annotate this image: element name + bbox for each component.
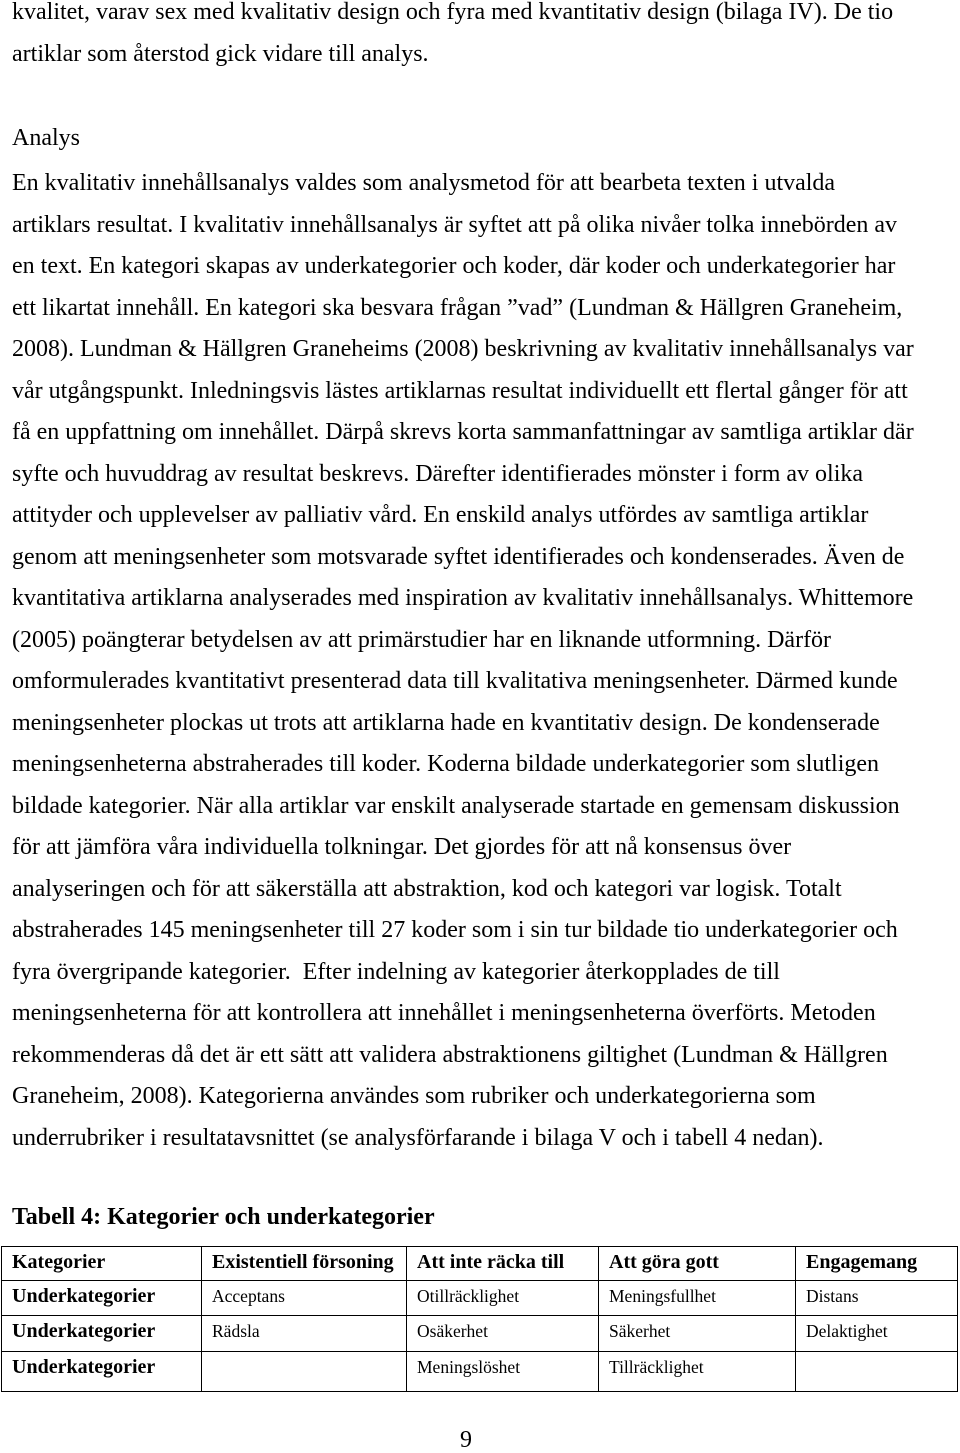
table-cell: Säkerhet bbox=[599, 1316, 796, 1352]
text-line: vår utgångspunkt. Inledningsvis lästes artiklarnas resultat individuellt ett flertal gånger för att bbox=[12, 377, 908, 404]
text-line: bildade kategorier. När alla artiklar var enskilt analyserade startade en gemensam diskussion bbox=[12, 792, 900, 819]
table-row bbox=[2, 1316, 958, 1352]
table-header-cell: Kategorier bbox=[2, 1247, 202, 1281]
table-cell: Osäkerhet bbox=[407, 1316, 599, 1352]
text-line: attityder och upplevelser av palliativ vård. En enskild analys utfördes av samtliga artiklar bbox=[12, 502, 869, 528]
table-cell: Meningslöshet bbox=[407, 1352, 599, 1392]
text-line: meningsenheterna för att kontrollera att innehållet i meningsenheterna överförts. Metoden bbox=[12, 1000, 876, 1026]
table-caption: Tabell 4: Kategorier och underkategorier bbox=[12, 1204, 435, 1230]
section-heading: Analys bbox=[12, 125, 80, 151]
text-line: Graneheim, 2008). Kategorierna användes som rubriker och underkategorierna som bbox=[12, 1083, 816, 1109]
intro-paragraph bbox=[12, 0, 952, 75]
table-row-label: Underkategorier bbox=[2, 1281, 202, 1316]
table-header-cell: Engagemang bbox=[796, 1247, 958, 1281]
text-line: kvalitet, varav sex med kvalitativ design och fyra med kvantitativ design (bilaga IV). De tio bbox=[12, 0, 894, 25]
text-line: syfte och huvuddrag av resultat beskrevs. Därefter identifierades mönster i form av olika bbox=[12, 460, 864, 487]
text-line: (2005) poängterar betydelsen av att primärstudier har en liknande utformning. Därför bbox=[12, 626, 832, 653]
table-cell bbox=[202, 1352, 407, 1392]
table-header-row bbox=[2, 1247, 958, 1281]
categories-table bbox=[1, 1246, 958, 1392]
text-line: 2008). Lundman & Hällgren Graneheims (2008) beskrivning av kvalitativ innehållsanalys var bbox=[12, 336, 914, 362]
text-line: rekommenderas då det är ett sätt att validera abstraktionens giltighet (Lundman & Hällgren bbox=[12, 1041, 888, 1068]
page-number: 9 bbox=[460, 1427, 472, 1453]
text-line: fyra övergripande kategorier. Efter indelning av kategorier återkopplades de till bbox=[12, 958, 780, 985]
text-line: meningsenheterna abstraherades till koder. Koderna bildade underkategorier som slutligen bbox=[12, 751, 880, 777]
text-line: för att jämföra våra individuella tolkningar. Det gjordes för att nå konsensus över bbox=[12, 834, 792, 860]
table-header-cell: Att inte räcka till bbox=[407, 1247, 599, 1281]
text-line: analyseringen och för att säkerställa att abstraktion, kod och kategori var logisk. Totalt bbox=[12, 875, 842, 902]
analysis-paragraph bbox=[12, 163, 952, 1159]
table-row-label: Underkategorier bbox=[2, 1316, 202, 1352]
table-cell: Acceptans bbox=[202, 1281, 407, 1316]
text-line: abstraherades 145 meningsenheter till 27 koder som i sin tur bildade tio underkategorier och bbox=[12, 917, 898, 943]
text-line: En kvalitativ innehållsanalys valdes som analysmetod för att bearbeta texten i utvalda bbox=[12, 170, 836, 196]
text-line: kvantitativa artiklarna analyserades med inspiration av kvalitativ innehållsanalys. Whittemore bbox=[12, 585, 914, 611]
table-cell bbox=[796, 1352, 958, 1392]
table-cell: Meningsfullhet bbox=[599, 1281, 796, 1316]
table-header-cell: Att göra gott bbox=[599, 1247, 796, 1281]
text-line: få en uppfattning om innehållet. Därpå skrevs korta sammanfattningar av samtliga artiklar där bbox=[12, 419, 914, 445]
text-line: ett likartat innehåll. En kategori ska besvara frågan ”vad” (Lundman & Hällgren Graneheim, bbox=[12, 294, 903, 321]
text-line: omformulerades kvantitativt presenterad data till kvalitativa meningsenheter. Därmed kunde bbox=[12, 668, 898, 694]
table-cell: Tillräcklighet bbox=[599, 1352, 796, 1392]
text-line: en text. En kategori skapas av underkategorier och koder, där koder och underkategorier har bbox=[12, 253, 896, 279]
text-line: meningsenheter plockas ut trots att artiklarna hade en kvantitativ design. De kondenserade bbox=[12, 709, 880, 736]
text-line: artiklar som återstod gick vidare till analys. bbox=[12, 40, 429, 67]
table-cell: Otillräcklighet bbox=[407, 1281, 599, 1316]
table-header-cell: Existentiell försoning bbox=[202, 1247, 407, 1281]
table-row-label: Underkategorier bbox=[2, 1352, 202, 1392]
table-cell: Distans bbox=[796, 1281, 958, 1316]
text-line: genom att meningsenheter som motsvarade syftet identifierades och kondenserades. Även de bbox=[12, 543, 905, 570]
text-line: underrubriker i resultatavsnittet (se analysförfarande i bilaga V och i tabell 4 nedan). bbox=[12, 1124, 824, 1151]
text-line: artiklars resultat. I kvalitativ innehållsanalys är syftet att på olika nivåer tolka innebörden av bbox=[12, 211, 898, 238]
table-cell: Rädsla bbox=[202, 1316, 407, 1352]
table-cell: Delaktighet bbox=[796, 1316, 958, 1352]
table-row bbox=[2, 1352, 958, 1392]
table-row bbox=[2, 1281, 958, 1316]
